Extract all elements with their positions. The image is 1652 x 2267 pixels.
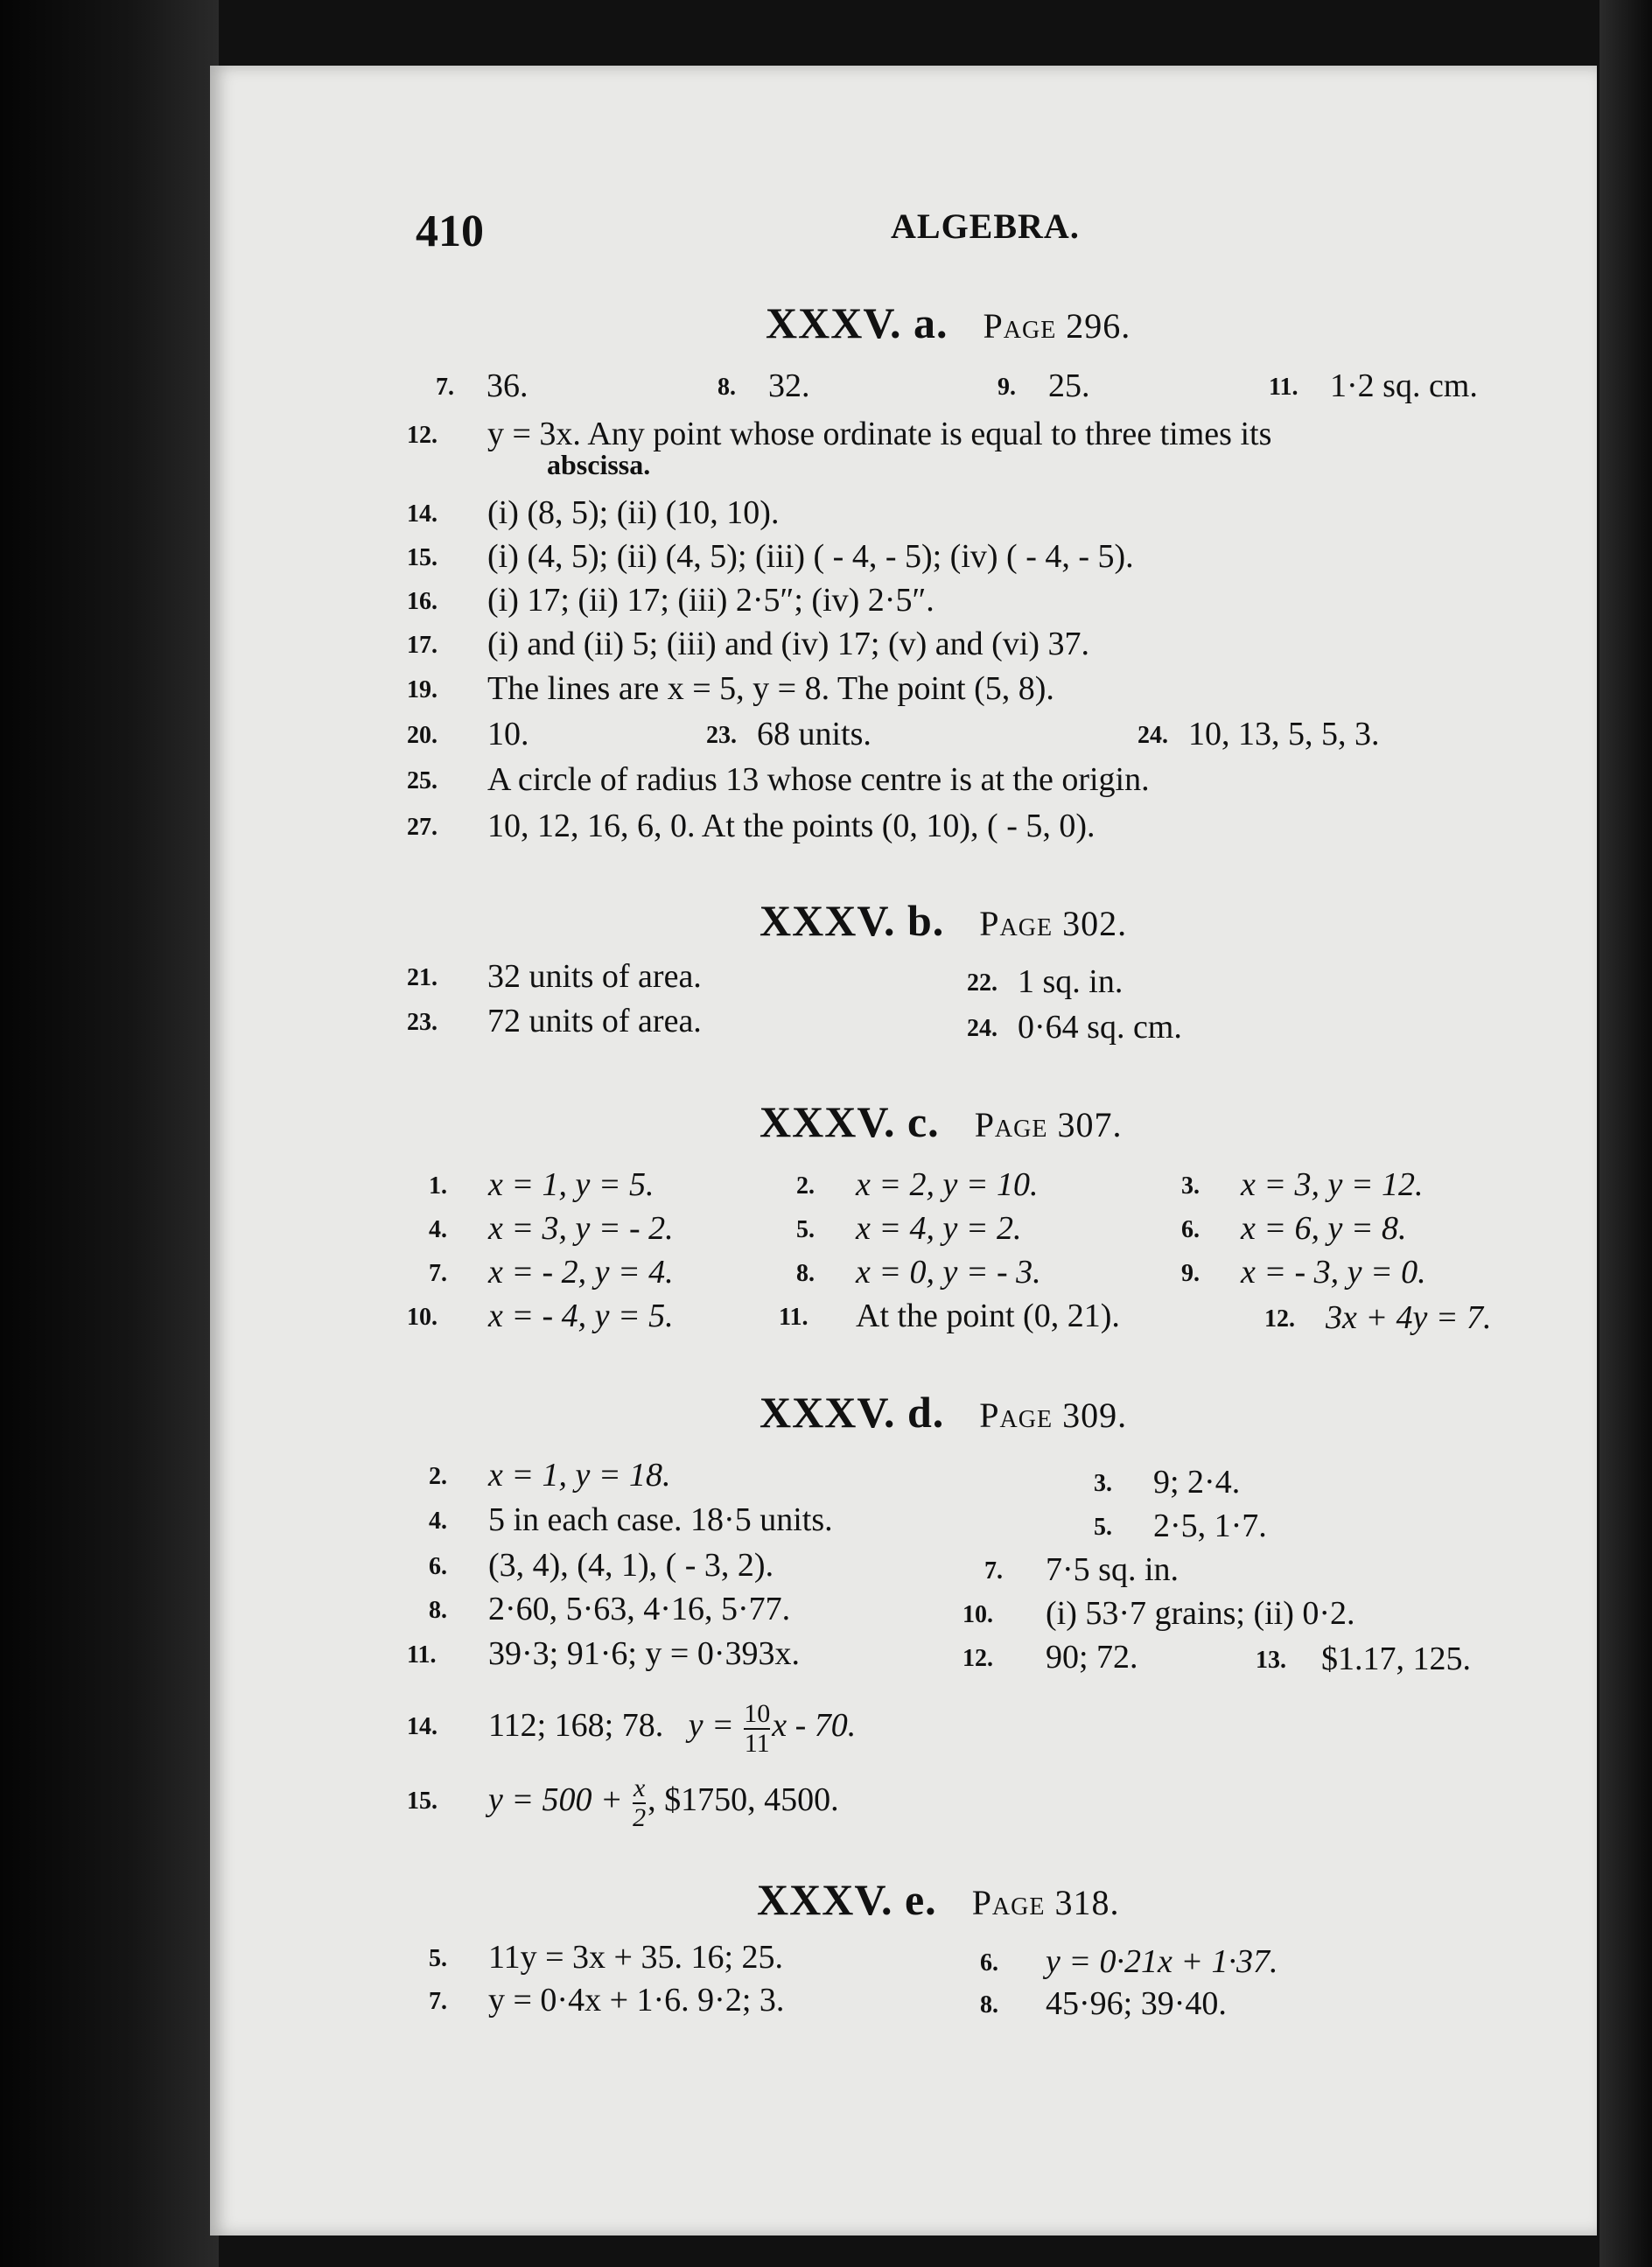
answer-item: 12. y = 3x. Any point whose ordinate is equal to three times its [407, 416, 1272, 452]
answer-item: 4. x = 3, y = - 2. [429, 1210, 674, 1247]
answer-item: 16. (i) 17; (ii) 17; (iii) 2·5″; (iv) 2·5″. [407, 582, 934, 619]
answer-item: 11. 1·2 sq. cm. [1269, 367, 1478, 404]
section-heading-c [760, 1096, 1122, 1147]
answer-item: 6. x = 6, y = 8. [1181, 1210, 1407, 1247]
answer-item: 7. y = 0·4x + 1·6. 9·2; 3. [429, 1982, 785, 2019]
answer-item: 5. 11y = 3x + 35. 16; 25. [429, 1939, 784, 1976]
answer-item: 9. 25. [998, 367, 1090, 404]
answer-item: 27. 10, 12, 16, 6, 0. At the points (0, 10), ( - 5, 0). [407, 808, 1096, 844]
answer-item: 12. 90; 72. [962, 1639, 1138, 1676]
answer-item: 25. A circle of radius 13 whose centre is at the origin. [407, 761, 1150, 798]
scan-right-edge [1600, 0, 1652, 2267]
section-page-ref: Page 318. [971, 1883, 1120, 1922]
answer-item: 5. x = 4, y = 2. [796, 1210, 1022, 1247]
answer-item: 10. (i) 53·7 grains; (ii) 0·2. [962, 1595, 1355, 1632]
answer-item: 13. $1.17, 125. [1256, 1641, 1471, 1677]
answer-item: 8. x = 0, y = - 3. [796, 1254, 1041, 1291]
section-heading-e [757, 1874, 1119, 1925]
answer-item: 3. x = 3, y = 12. [1181, 1166, 1424, 1203]
answer-item: 15. (i) (4, 5); (ii) (4, 5); (iii) ( - 4, - 5); (iv) ( - 4, - 5). [407, 538, 1134, 575]
section-heading-a [766, 297, 1130, 348]
answer-item: 5. 2·5, 1·7. [1094, 1508, 1267, 1544]
answer-item: 8. 45·96; 39·40. [980, 1985, 1227, 2022]
section-heading-d [760, 1387, 1127, 1438]
answer-item: 17. (i) and (ii) 5; (iii) and (iv) 17; (v) and (vi) 37. [407, 626, 1090, 662]
section-page-ref: Page 296. [983, 306, 1131, 346]
answer-item: 20. 10. [407, 716, 529, 752]
section-title: XXXV. e. [757, 1875, 937, 1924]
answer-item: 6. (3, 4), (4, 1), ( - 3, 2). [429, 1547, 774, 1584]
running-head: ALGEBRA. [891, 206, 1080, 246]
section-page-ref: Page 302. [979, 904, 1128, 943]
fraction: $\frac{x}{2}$ [633, 1774, 647, 1832]
fraction: $\frac{10}{11}$ [744, 1699, 771, 1758]
page-number: 410 [416, 206, 484, 256]
answer-item: 3. 9; 2·4. [1094, 1464, 1241, 1501]
section-title: XXXV. b. [760, 896, 945, 945]
section-page-ref: Page 309. [979, 1396, 1128, 1435]
answer-item: 12. 3x + 4y = 7. [1264, 1299, 1492, 1336]
answer-item: 10. x = - 4, y = 5. [407, 1298, 674, 1334]
section-heading-b [760, 895, 1127, 946]
answer-item: 8. 32. [718, 367, 810, 404]
scan-left-edge [0, 0, 219, 2267]
section-page-ref: Page 307. [974, 1105, 1123, 1144]
answer-item: 14. (i) (8, 5); (ii) (10, 10). [407, 494, 780, 531]
book-page [210, 66, 1597, 2236]
section-title: XXXV. a. [766, 298, 948, 347]
section-title: XXXV. c. [760, 1097, 940, 1146]
answer-item: 14. 112; 168; 78. y = $\frac{10}{11}$ x - 70. [407, 1699, 857, 1758]
answer-item: 15. y = 500 + $\frac{x}{2}$ , $1750, 4500. [407, 1774, 839, 1832]
answer-item: 6. y = 0·21x + 1·37. [980, 1943, 1278, 1980]
answer-item: 8. 2·60, 5·63, 4·16, 5·77. [429, 1591, 791, 1627]
answer-item: 21. 32 units of area. [407, 958, 702, 995]
answer-item: 7. 7·5 sq. in. [984, 1551, 1179, 1588]
answer-item: 23. 72 units of area. [407, 1003, 702, 1039]
section-title: XXXV. d. [760, 1388, 945, 1437]
answer-item: 19. The lines are x = 5, y = 8. The point (5, 8). [407, 670, 1054, 707]
answer-item: 24. 0·64 sq. cm. [967, 1009, 1182, 1046]
answer-item: 23. 68 units. [706, 716, 872, 752]
answer-item: 22. 1 sq. in. [967, 963, 1124, 1000]
answer-item: 24. 10, 13, 5, 5, 3. [1138, 716, 1380, 752]
answer-item: 2. x = 1, y = 18. [429, 1457, 671, 1494]
answer-item: 11. At the point (0, 21). [779, 1298, 1120, 1334]
answer-item-continuation: abscissa. [547, 449, 651, 480]
answer-item: 2. x = 2, y = 10. [796, 1166, 1039, 1203]
answer-item: 4. 5 in each case. 18·5 units. [429, 1501, 833, 1538]
answer-item: 7. x = - 2, y = 4. [429, 1254, 674, 1291]
answer-item: 9. x = - 3, y = 0. [1181, 1254, 1426, 1291]
answer-item: 11. 39·3; 91·6; y = 0·393x. [407, 1635, 801, 1672]
answer-item: 7. 36. [436, 367, 528, 404]
answer-item: 1. x = 1, y = 5. [429, 1166, 654, 1203]
